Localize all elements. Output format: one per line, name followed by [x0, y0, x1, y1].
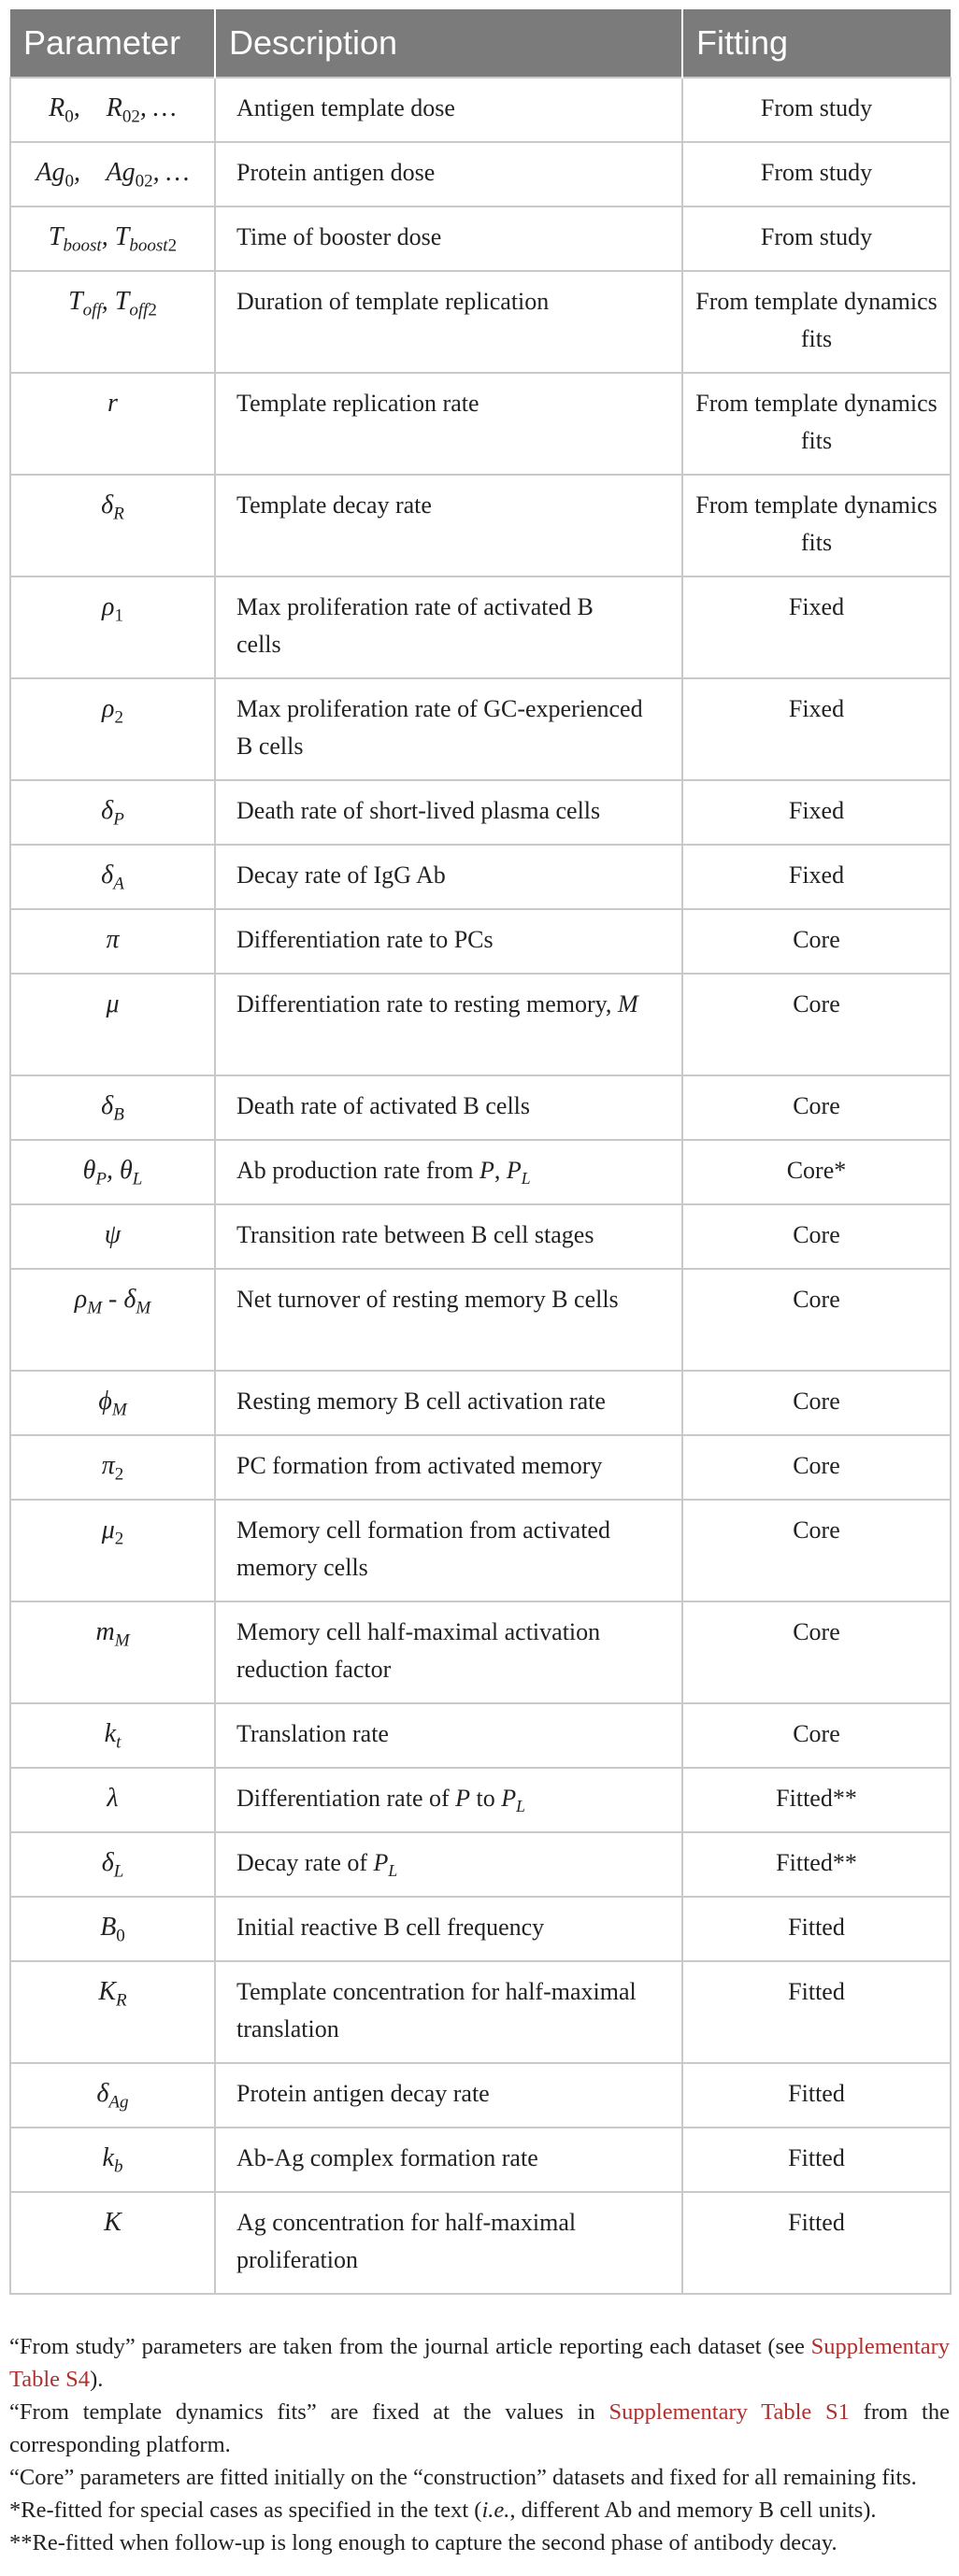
table-row — [10, 678, 951, 780]
parameter-description: Decay rate of IgG Ab — [215, 845, 682, 909]
parameter-fitting: From study — [682, 142, 951, 206]
parameter-symbol: r — [10, 373, 215, 475]
table-row — [10, 1140, 951, 1204]
parameter-description: Duration of template replication — [215, 271, 682, 373]
parameter-description: Transition rate between B cell stages — [215, 1204, 682, 1269]
parameter-description: Ab-Ag complex formation rate — [215, 2128, 682, 2192]
parameter-description: Memory cell half-maximal activation reduction factor — [215, 1601, 682, 1703]
parameter-symbol: $B_0$ — [10, 1897, 215, 1961]
parameter-symbol: $\delta_R$ — [10, 475, 215, 576]
parameter-description: Death rate of activated B cells — [215, 1075, 682, 1140]
table-row — [10, 2128, 951, 2192]
table-footnotes — [9, 2330, 950, 2559]
parameter-symbol: $\delta_P$ — [10, 780, 215, 845]
parameter-description: Template decay rate — [215, 475, 682, 576]
parameter-symbol: ψ — [10, 1204, 215, 1269]
table-row — [10, 1500, 951, 1601]
footnote-from-study: “From study” parameters are taken from the journal article reporting each dataset (see Supplementary Table S4). — [9, 2334, 950, 2392]
parameter-symbol: $k_t$ — [10, 1703, 215, 1768]
parameter-fitting: From template dynamics fits — [682, 271, 951, 373]
parameter-fitting: Fixed — [682, 845, 951, 909]
table-row — [10, 373, 951, 475]
table-row — [10, 1961, 951, 2063]
parameter-description: Differentiation rate of P to $P_L$ — [215, 1768, 682, 1832]
parameter-fitting: From study — [682, 206, 951, 271]
parameter-fitting: Fixed — [682, 678, 951, 780]
parameter-description: Antigen template dose — [215, 78, 682, 142]
parameter-description: Time of booster dose — [215, 206, 682, 271]
table-row — [10, 271, 951, 373]
table-row — [10, 845, 951, 909]
table-row — [10, 2063, 951, 2128]
header-description: Description — [215, 9, 682, 78]
parameter-description: Translation rate — [215, 1703, 682, 1768]
parameter-symbol: $\mu_2$ — [10, 1500, 215, 1601]
parameter-symbol: $Ag_0$, $Ag_{02}$, … — [10, 142, 215, 206]
parameter-symbol: $T_{off}$, $T_{off2}$ — [10, 271, 215, 373]
parameter-fitting: Core — [682, 1435, 951, 1500]
parameter-symbol: $K_R$ — [10, 1961, 215, 2063]
table-row — [10, 1075, 951, 1140]
supplementary-table-s1-link[interactable]: Supplementary Table S1 — [608, 2399, 850, 2425]
table-row — [10, 909, 951, 974]
parameter-symbol: $\pi_2$ — [10, 1435, 215, 1500]
parameter-fitting: From study — [682, 78, 951, 142]
parameter-fitting: Core — [682, 909, 951, 974]
parameter-symbol: $\rho_M - \delta_M$ — [10, 1269, 215, 1371]
table-row — [10, 475, 951, 576]
parameter-description: Ag concentration for half-maximal proliferation — [215, 2192, 682, 2294]
parameter-fitting: Core — [682, 1269, 951, 1371]
parameter-symbol: $\theta_P$, $\theta_L$ — [10, 1140, 215, 1204]
table-header-row — [10, 9, 951, 78]
parameter-symbol: $R_0$, $R_{02}$, … — [10, 78, 215, 142]
footnote-refitted-special: *Re-fitted for special cases as specified in the text (i.e., different Ab and memory B cell units). — [9, 2498, 877, 2523]
table-row — [10, 974, 951, 1075]
parameter-description: Death rate of short-lived plasma cells — [215, 780, 682, 845]
parameter-description: Resting memory B cell activation rate — [215, 1371, 682, 1435]
description-text: Differentiation rate to resting memory, — [236, 990, 618, 1018]
parameter-description: Protein antigen decay rate — [215, 2063, 682, 2128]
parameter-fitting: Core* — [682, 1140, 951, 1204]
parameter-description: Decay rate of $P_L$ — [215, 1832, 682, 1897]
parameter-symbol: π — [10, 909, 215, 974]
parameter-fitting: Core — [682, 1371, 951, 1435]
parameter-fitting: Fitted — [682, 1961, 951, 2063]
table-row — [10, 2192, 951, 2294]
parameter-symbol: λ — [10, 1768, 215, 1832]
parameter-description: PC formation from activated memory — [215, 1435, 682, 1500]
parameter-description: Memory cell formation from activated memory cells — [215, 1500, 682, 1601]
table-row — [10, 142, 951, 206]
parameter-fitting: Core — [682, 974, 951, 1075]
table-row — [10, 576, 951, 678]
parameter-description: Differentiation rate to resting memory, M — [215, 974, 682, 1075]
parameter-fitting: Fitted — [682, 2128, 951, 2192]
table-row — [10, 78, 951, 142]
parameter-description: Protein antigen dose — [215, 142, 682, 206]
description-text: Decay rate of — [236, 1849, 374, 1876]
parameter-description: Initial reactive B cell frequency — [215, 1897, 682, 1961]
footnote-template-fits: “From template dynamics fits” are fixed at the values in Supplementary Table S1 from the corresponding platform. — [9, 2399, 950, 2457]
parameter-fitting: Fixed — [682, 780, 951, 845]
table-row — [10, 206, 951, 271]
supplementary-table-s4-link[interactable]: Supplementary Table S4 — [9, 2334, 950, 2392]
parameter-symbol: $m_M$ — [10, 1601, 215, 1703]
parameter-fitting: Core — [682, 1601, 951, 1703]
table-row — [10, 1371, 951, 1435]
table-row — [10, 1601, 951, 1703]
parameter-fitting: Core — [682, 1204, 951, 1269]
parameter-symbol: μ — [10, 974, 215, 1075]
parameter-description: Max proliferation rate of GC-experienced B cells — [215, 678, 682, 780]
parameter-symbol: $\phi_M$ — [10, 1371, 215, 1435]
parameter-table — [9, 9, 952, 2295]
footnote-core: “Core” parameters are fitted initially on the “construction” datasets and fixed for all remaining fits. — [9, 2465, 917, 2490]
parameter-symbol: $k_b$ — [10, 2128, 215, 2192]
header-fitting: Fitting — [682, 9, 951, 78]
parameter-fitting: Fitted** — [682, 1832, 951, 1897]
table-row — [10, 1768, 951, 1832]
parameter-description: Template concentration for half-maximal translation — [215, 1961, 682, 2063]
parameter-fitting: Fitted** — [682, 1768, 951, 1832]
table-row — [10, 1703, 951, 1768]
parameter-symbol: $\delta_A$ — [10, 845, 215, 909]
parameter-fitting: Fitted — [682, 2192, 951, 2294]
parameter-fitting: Fitted — [682, 1897, 951, 1961]
description-text: Differentiation rate of — [236, 1785, 456, 1812]
parameter-description: Max proliferation rate of activated B cells — [215, 576, 682, 678]
footnote-refitted-follow-up: **Re-fitted when follow-up is long enough to capture the second phase of antibody decay. — [9, 2530, 837, 2555]
parameter-fitting: Fixed — [682, 576, 951, 678]
table-row — [10, 780, 951, 845]
table-row — [10, 1832, 951, 1897]
parameter-symbol: $\delta_L$ — [10, 1832, 215, 1897]
table-row — [10, 1269, 951, 1371]
parameter-description: Net turnover of resting memory B cells — [215, 1269, 682, 1371]
table-row — [10, 1204, 951, 1269]
parameter-description: Ab production rate from P, $P_L$ — [215, 1140, 682, 1204]
parameter-symbol: $T_{boost}$, $T_{boost2}$ — [10, 206, 215, 271]
parameter-symbol: $\delta_{Ag}$ — [10, 2063, 215, 2128]
parameter-symbol: $\rho_1$ — [10, 576, 215, 678]
parameter-symbol: $\rho_2$ — [10, 678, 215, 780]
table-row — [10, 1897, 951, 1961]
header-parameter: Parameter — [10, 9, 215, 78]
table-row — [10, 1435, 951, 1500]
parameter-fitting: Core — [682, 1500, 951, 1601]
description-text: Ab production rate from — [236, 1157, 480, 1184]
parameter-description: Template replication rate — [215, 373, 682, 475]
parameter-fitting: From template dynamics fits — [682, 373, 951, 475]
parameter-fitting: Core — [682, 1703, 951, 1768]
parameter-fitting: From template dynamics fits — [682, 475, 951, 576]
parameter-symbol: K — [10, 2192, 215, 2294]
parameter-fitting: Fitted — [682, 2063, 951, 2128]
parameter-description: Differentiation rate to PCs — [215, 909, 682, 974]
parameter-fitting: Core — [682, 1075, 951, 1140]
parameter-symbol: $\delta_B$ — [10, 1075, 215, 1140]
